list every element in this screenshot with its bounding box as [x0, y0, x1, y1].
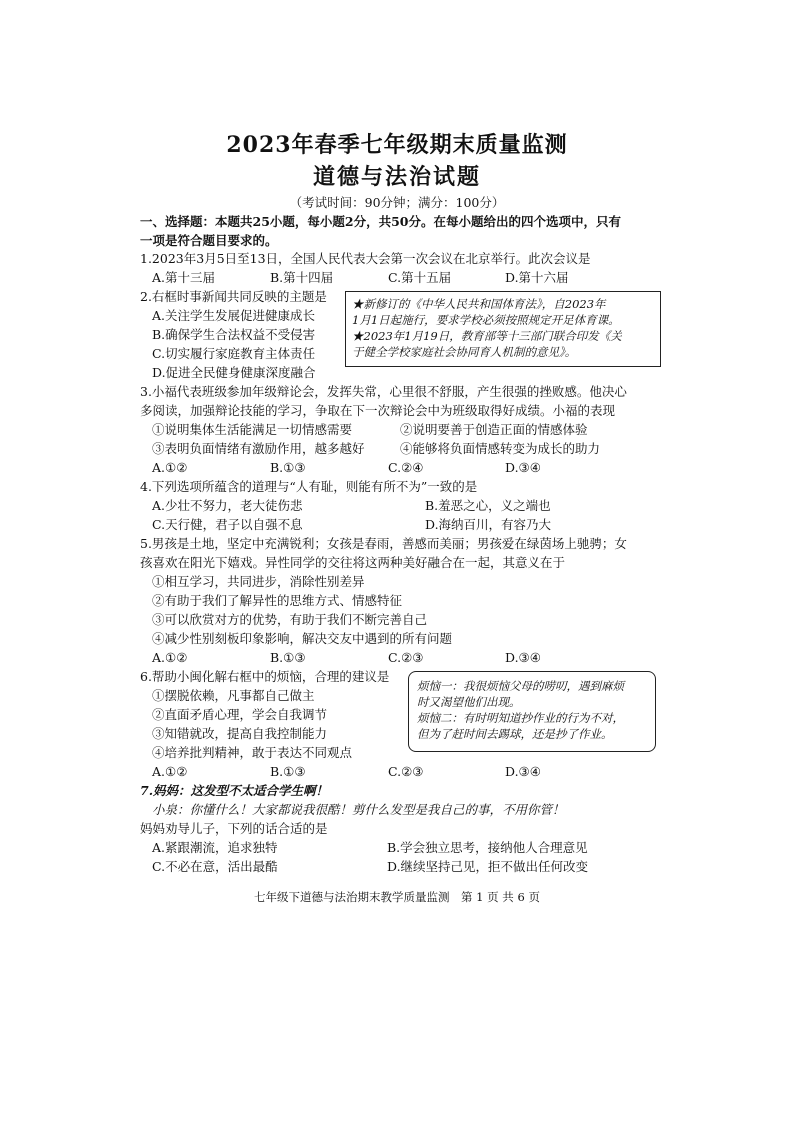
q3-statement-1: ①说明集体生活能满足一切情感需要: [152, 422, 353, 437]
q5-stem-1: 5.男孩是土地，坚定中充满锐利；女孩是春雨，善感而美丽；男孩爱在绿茵场上驰骋；女: [140, 536, 627, 551]
q6-statement-4: ④培养批判精神，敢于表达不同观点: [152, 745, 353, 760]
q5-option-d: D.③④: [505, 650, 541, 665]
q7-mom-line: 7.妈妈：这发型不太适合学生啊！: [140, 783, 329, 798]
q6-statement-1: ①摆脱依赖，凡事都自己做主: [152, 688, 315, 703]
q6-worry-line: 烦恼一：我很烦恼父母的唠叨，遇到麻烦: [417, 679, 624, 693]
q4-stem: 4.下列选项所蕴含的道理与“人有耻，则能有所不为”一致的是: [140, 479, 478, 494]
q5-statement-4: ④减少性别刻板印象影响，解决交友中遇到的所有问题: [152, 631, 453, 646]
q3-stem-1: 3.小福代表班级参加年级辩论会，发挥失常，心里很不舒服，产生很强的挫败感。他决心: [140, 384, 627, 399]
q4-option-a: A.少壮不努力，老大徒伤悲: [152, 498, 303, 513]
q1-stem: 1.2023年3月5日至13日，全国人民代表大会第一次会议在北京举行。此次会议是: [140, 251, 591, 266]
q2-news-line: ★2023年1月19日，教育部等十三部门联合印发《关: [352, 329, 622, 343]
q1-option-b: B.第十四届: [270, 270, 334, 285]
q2-option-a: A.关注学生发展促进健康成长: [152, 308, 316, 323]
q4-option-d: D.海纳百川，有容乃大: [425, 517, 552, 532]
exam-title: 2023年春季七年级期末质量监测: [226, 132, 568, 158]
q4-option-b: B.羞恶之心，义之端也: [425, 498, 551, 513]
q4-option-c: C.天行健，君子以自强不息: [152, 517, 303, 532]
q3-statement-4: ④能够将负面情感转变为成长的助力: [400, 441, 601, 456]
q2-stem: 2.右框时事新闻共同反映的主题是: [140, 289, 327, 304]
q7-option-c: C.不必在意，活出最酷: [152, 859, 278, 874]
q2-news-line: 于健全学校家庭社会协同育人机制的意见》。: [352, 345, 577, 359]
q6-statement-2: ②直面矛盾心理，学会自我调节: [152, 707, 328, 722]
q6-option-b: B.①③: [270, 764, 306, 779]
q3-option-a: A.①②: [152, 460, 188, 475]
q3-option-c: C.②④: [388, 460, 424, 475]
q7-option-b: B.学会独立思考，接纳他人合理意见: [387, 840, 588, 855]
q7-option-d: D.继续坚持己见，拒不做出任何改变: [387, 859, 589, 874]
q5-statement-2: ②有助于我们了解异性的思维方式、情感特征: [152, 593, 403, 608]
q5-statement-1: ①相互学习，共同进步，消除性别差异: [152, 574, 365, 589]
q3-statement-2: ②说明要善于创造正面的情感体验: [400, 422, 588, 437]
q6-statement-3: ③知错就改，提高自我控制能力: [152, 726, 328, 741]
q6-option-c: C.②③: [388, 764, 424, 779]
q3-option-b: B.①③: [270, 460, 306, 475]
q6-option-a: A.①②: [152, 764, 188, 779]
q7-stem: 妈妈劝导儿子，下列的话合适的是: [140, 821, 328, 836]
q2-option-b: B.确保学生合法权益不受侵害: [152, 327, 316, 342]
q2-option-d: D.促进全民健身健康深度融合: [152, 365, 316, 380]
exam-subject: 道德与法治试题: [312, 164, 481, 190]
q2-option-c: C.切实履行家庭教育主体责任: [152, 346, 316, 361]
exam-info: （考试时间：90分钟；满分：100分）: [289, 195, 505, 210]
q6-worry-box: [408, 671, 656, 752]
q6-worry-line: 时又渴望他们出现。: [417, 695, 521, 709]
q5-option-b: B.①③: [270, 650, 306, 665]
q7-son-line: 小泉：你懂什么！大家都说我很酷！剪什么发型是我自己的事，不用你管！: [152, 802, 565, 817]
section-heading: 一、选择题：本题共25小题，每小题2分，共50分。在每小题给出的四个选项中，只有: [140, 214, 621, 229]
q3-stem-2: 多阅读，加强辩论技能的学习，争取在下一次辩论会中为班级取得好成绩。小福的表现: [140, 403, 616, 418]
q3-statement-3: ③表明负面情绪有激励作用，越多越好: [152, 441, 365, 456]
q5-option-c: C.②③: [388, 650, 424, 665]
q5-stem-2: 孩喜欢在阳光下嬉戏。异性同学的交往将这两种美好融合在一起，其意义在于: [140, 555, 566, 570]
section-heading-cont: 一项是符合题目要求的。: [140, 233, 278, 248]
q2-news-line: ★新修订的《中华人民共和国体育法》，自2023年: [352, 297, 606, 311]
q7-option-a: A.紧跟潮流，追求独特: [152, 840, 278, 855]
q1-option-d: D.第十六届: [505, 270, 569, 285]
q5-option-a: A.①②: [152, 650, 188, 665]
page-footer: 七年级下道德与法治期末教学质量监测 第 1 页 共 6 页: [254, 890, 540, 904]
q2-news-box: [345, 291, 661, 367]
q3-option-d: D.③④: [505, 460, 541, 475]
q5-statement-3: ③可以欣赏对方的优势，有助于我们不断完善自己: [152, 612, 428, 627]
q2-news-line: 1月1日起施行，要求学校必须按照规定开足体育课。: [352, 313, 620, 327]
q6-worry-line: 但为了赶时间去踢球，还是抄了作业。: [417, 727, 613, 741]
q6-stem: 6.帮助小闽化解右框中的烦恼，合理的建议是: [140, 669, 390, 684]
q1-option-a: A.第十三届: [152, 270, 216, 285]
q1-option-c: C.第十五届: [388, 270, 452, 285]
q6-option-d: D.③④: [505, 764, 541, 779]
q6-worry-line: 烦恼二：有时明知道抄作业的行为不对，: [417, 711, 624, 725]
